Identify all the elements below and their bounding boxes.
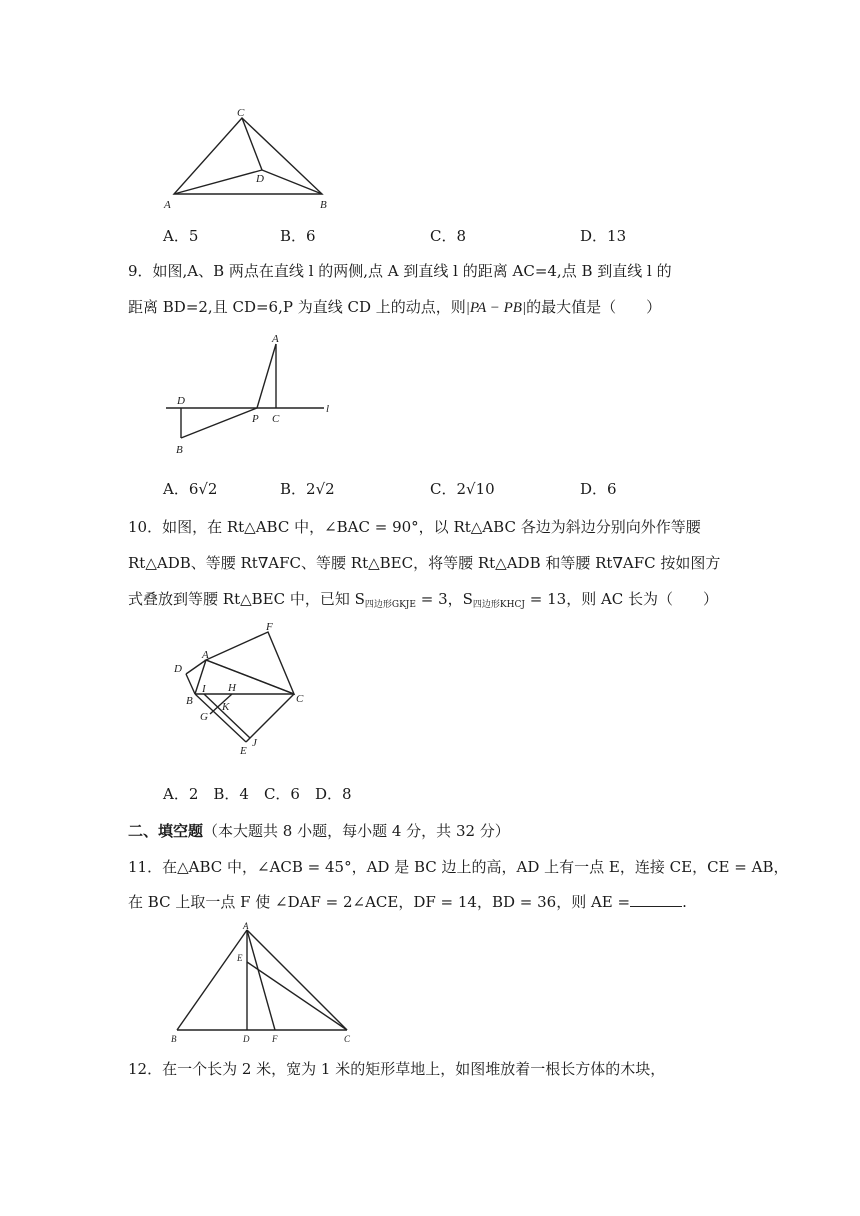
q9-option-c[interactable]: C．2√10 [430, 480, 495, 498]
section-title: 二、填空题 [128, 822, 204, 840]
q9-text-b: 的最大值是（ ） [526, 298, 662, 316]
q10-label-c: C [296, 693, 304, 705]
q11-text: 在 BC 上取一点 F 使 ∠DAF = 2∠ACE，DF = 14，BD = 36，则 AE = [128, 893, 631, 911]
q10-text-a: 式叠放到等腰 Rt△BEC 中，已知 S [128, 590, 365, 608]
section-heading [128, 820, 510, 841]
q11-question-line1: 11．在△ABC 中，∠ACB = 45°，AD 是 BC 边上的高，AD 上有一点 E，连接 CE，CE = AB， [128, 858, 789, 876]
q9-label-c: C [272, 413, 280, 425]
q9-option-b[interactable]: B．2√2 [280, 480, 335, 498]
q8-option-d[interactable]: D．13 [580, 227, 627, 245]
q9-label-l: l [326, 403, 330, 415]
q10-question-line2: Rt△ADB、等腰 Rt∇AFC、等腰 Rt△BEC，将等腰 Rt△ADB 和等腰 Rt∇AFC 按如图方 [128, 554, 721, 572]
q10-label-e: E [240, 745, 247, 757]
q8-option-a[interactable]: A．5 [163, 227, 199, 245]
q8-label-c: C [237, 107, 245, 119]
q10-label-i: I [202, 683, 206, 695]
q9-text-a: 距离 BD=2,且 CD=6,P 为直线 CD 上的动点，则 [128, 298, 466, 316]
q8-option-c[interactable]: C．8 [430, 227, 467, 245]
q10-label-j: J [252, 737, 257, 749]
section-note: （本大题共 8 小题，每小题 4 分，共 32 分） [203, 822, 510, 840]
q11-label-e: E [237, 953, 243, 963]
q10-question-line3 [128, 588, 718, 610]
q9-label-d: D [177, 395, 185, 407]
q12-question-line1: 12．在一个长为 2 米，宽为 1 米的矩形草地上，如图堆放着一根长方体的木块， [128, 1060, 666, 1078]
q10-label-d: D [174, 663, 182, 675]
q10-options[interactable]: A．2 B．4 C．6 D．8 [163, 785, 352, 803]
q8-option-b[interactable]: B．6 [280, 227, 316, 245]
q11-label-c: C [344, 1034, 351, 1044]
q10-subscript-2: 四边形KHCJ [472, 600, 525, 610]
q11-label-f: F [272, 1034, 278, 1044]
q9-question-line2 [128, 296, 661, 317]
q10-label-a: A [202, 649, 209, 661]
q11-figure [165, 920, 365, 1050]
q11-label-d: D [243, 1034, 250, 1044]
q10-subscript-1: 四边形GKJE [364, 600, 416, 610]
q9-label-b: B [176, 444, 183, 456]
q9-option-d[interactable]: D．6 [580, 480, 617, 498]
q9-option-a[interactable]: A．6√2 [163, 480, 218, 498]
q11-label-b: B [171, 1034, 177, 1044]
q9-expression: |PA − PB| [465, 300, 527, 316]
q11-label-a: A [243, 921, 249, 931]
q11-question-line2 [128, 891, 687, 912]
q10-label-g: G [200, 711, 208, 723]
q8-figure [160, 104, 340, 214]
q9-label-a: A [272, 333, 279, 345]
q10-text-c: = 13，则 AC 长为（ ） [525, 590, 719, 608]
q10-text-b: = 3，S [415, 590, 473, 608]
q8-label-a: A [164, 199, 171, 211]
q9-question-line1: 9．如图,A、B 两点在直线 l 的两侧,点 A 到直线 l 的距离 AC=4,点 B 到直线 l 的 [128, 262, 672, 280]
answer-blank[interactable] [630, 894, 682, 907]
q11-text-end: . [682, 893, 687, 911]
q10-label-k: K [222, 701, 230, 713]
q10-label-b: B [186, 695, 193, 707]
q9-label-p: P [252, 413, 259, 425]
q8-label-b: B [320, 199, 327, 211]
q10-label-h: H [228, 682, 236, 694]
q10-figure [160, 618, 320, 758]
q10-label-f: F [266, 621, 273, 633]
q8-label-d: D [256, 173, 264, 185]
q10-question-line1: 10．如图，在 Rt△ABC 中，∠BAC = 90°，以 Rt△ABC 各边为斜边分别向外作等腰 [128, 518, 701, 536]
q9-figure [160, 330, 340, 460]
